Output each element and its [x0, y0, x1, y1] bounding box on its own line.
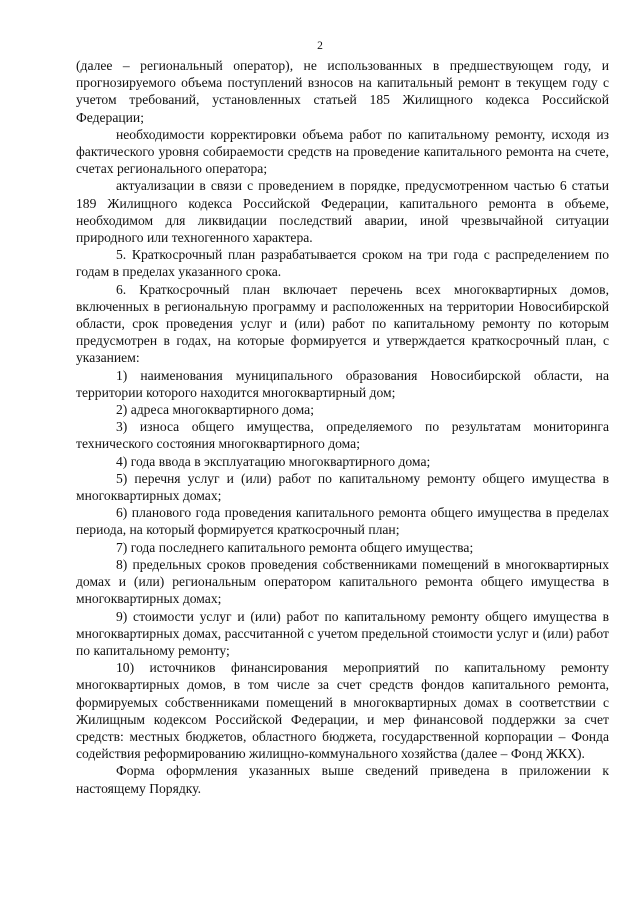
- list-item-7: 7) года последнего капитального ремонта общего имущества;: [116, 539, 474, 555]
- paragraph-item-5: 5. Краткосрочный план разрабатывается сроком на три года с распределением по годам в пределах указанного срока.: [76, 247, 609, 280]
- list-item-9: 9) стоимости услуг и (или) работ по капитальному ремонту общего имущества в многоквартирных домах, рассчитанной с учетом предельной стоимости услуг и (или) работ по капитальному ремонту;: [76, 608, 609, 658]
- list-item-2: 2) адреса многоквартирного дома;: [116, 402, 314, 418]
- list-item-1: 1) наименования муниципального образования Новосибирской области, на территории которого находится многоквартирный дом;: [76, 367, 609, 400]
- page-number: 2: [317, 40, 323, 52]
- list-item-6: 6) планового года проведения капитального ремонта общего имущества в пределах периода, на который формируется краткосрочный план;: [76, 505, 609, 538]
- list-item-5: 5) перечня услуг и (или) работ по капитальному ремонту общего имущества в многоквартирных домах;: [76, 470, 609, 504]
- list-item-4: 4) года ввода в эксплуатацию многоквартирного дома;: [116, 453, 431, 469]
- document-body: [76, 57, 609, 797]
- paragraph-continuation: (далее – региональный оператор), не использованных в предшествующем году, и прогнозируемого объема поступлений взносов на капитальный ремонт в текущем году с учетом требований, установленных статьей 185 Жилищного кодекса Российской Федерации;: [76, 58, 609, 125]
- list-item-3: 3) износа общего имущества, определяемого по результатам мониторинга технического состояния многоквартирного дома;: [76, 419, 609, 452]
- list-item-10: 10) источников финансирования мероприятий по капитальному ремонту многоквартирных домов, в том числе за счет средств фондов капитального ремонта, формируемых собственниками помещений в многоквартирных домах в соответствии с Жилищным кодексом Российской Федерации, и мер финансовой поддержки за счет средств: местных бюджетов, областного бюджета, государственной корпорации – Фонда содействия реформированию жилищно-коммунального хозяйства (далее – Фонд ЖКХ).: [76, 660, 609, 762]
- list-item-8: 8) предельных сроков проведения собственниками помещений в многоквартирных домах и (или) региональным оператором капитального ремонта общего имущества в многоквартирных домах;: [76, 556, 609, 607]
- paragraph-form-note: Форма оформления указанных выше сведений приведена в приложении к настоящему Порядку.: [76, 763, 609, 796]
- paragraph-actualization: актуализации в связи с проведением в порядке, предусмотренном частью 6 статьи 189 Жилищного кодекса Российской Федерации, капитального ремонта в объеме, необходимом для ликвидации последствий аварии, иной чрезвычайной ситуации природного или техногенного характера.: [76, 178, 609, 246]
- paragraph-item-6: 6. Краткосрочный план включает перечень всех многоквартирных домов, включенных в региональную программу и расположенных на территории Новосибирской области, срок проведения услуг и (или) работ по капитальному ремонту по которым предусмотрен в годах, на которые формируется и утверждается краткосрочный план, с указанием:: [76, 281, 609, 366]
- paragraph-correction-need: необходимости корректировки объема работ по капитальному ремонту, исходя из фактического уровня собираемости средств на проведение капитального ремонта на счете, счетах регионального оператора;: [76, 126, 609, 177]
